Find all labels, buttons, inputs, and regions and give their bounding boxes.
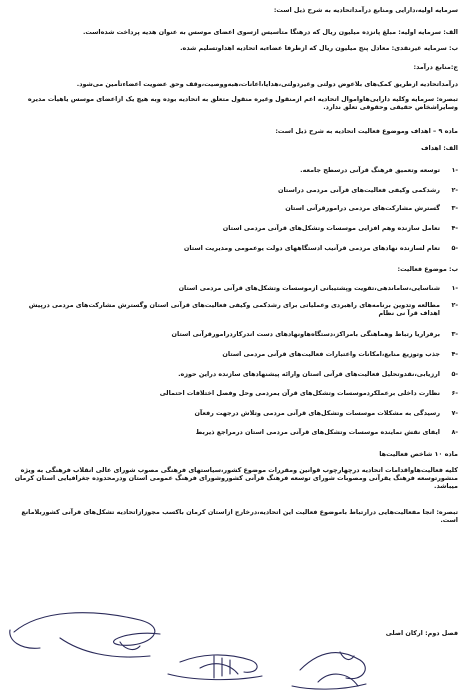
signature-left (10, 613, 160, 657)
activity-number: -۲ (451, 301, 458, 309)
activity-item: رسیدگی به مشکلات موسسات وتشکل‌های قرآنی مردمی وتلاش درجهت رفعآن (194, 409, 440, 417)
activity-item: ایفای نقش نماینده موسسات وتشکل‌های قرآنی مردمی استان درمراجع ذیربط (195, 428, 440, 436)
goal-number: -۵ (451, 244, 458, 252)
activity-number: -۸ (451, 428, 458, 436)
activity-number: -۷ (451, 409, 458, 417)
capital-initial: الف: سرمایه اولیه: مبلغ پانزده میلیون ریال که درهنگا متأسیس ازسوی اعضای موسس به عنوان هدیه پرداخت شده‌است. (82, 28, 458, 36)
activity-item: برقراریا رتباط وهماهنگی بامراکز،دستگاه‌هاونهادهای دست اندرکاردرامورقرآنی استان (171, 330, 440, 338)
activities-heading: ب: موضوع فعالیت: (397, 265, 458, 273)
goal-item: تعامل سازنده وهم افزایی موسسات وتشکل‌های قرآنی مردمی استان (222, 224, 440, 232)
activity-item: مطالعه وتدوین برنامه‌های راهبردی وعملیاتی برای رشدکمی وکیفی فعالیت‌های قرآنی استان وگسترش مشارکت‌های مردمی درپیش اهداف قرآ نی نظام (28, 301, 440, 317)
capital-heading: سرمایه اولیه،دارایی ومنابع درآمداتحادیه به شرح ذیل است: (273, 6, 458, 14)
section-2-heading: فصل دوم: ارکان اصلی (385, 629, 458, 637)
goal-number: -۴ (451, 224, 458, 232)
signature-middle (168, 655, 262, 680)
article-9-heading: ماده ۹ – اهداف وموضوع فعالیت اتحادیه به شرح ذیل است: (275, 127, 458, 135)
activity-number: -۱ (451, 284, 458, 292)
activity-number: -۵ (451, 370, 458, 378)
activity-item: ارزیابی،نقدوتحلیل فعالیت‌های قرآنی استان وارائه پیشنهادهای سازنده دراین حوزه. (178, 370, 440, 378)
activity-item: نظارت داخلی برعملکردموسسات وتشکل‌های قرآن یمردمی وحل وفصل اختلافات احتمالی (159, 389, 440, 397)
note-1: تبصره: سرمایه وکلیه دارایی‌هاواموال اتحادیه اعم ازمنقول وغیره منقول متعلق به اتحادیه بوده وبه هیچ یک ازاعضای موسس یاهیأت مدیره وسایراشخاص حقیقی وحقوقی تعلق ندارد. (27, 95, 458, 111)
article-10-heading: ماده ۱۰ شاخص فعالیت‌ها (379, 450, 458, 458)
note-2: تبصره: انجا مفعالیت‌هایی درارتباط باموضوع فعالیت این اتحادیه،درخارج ازاستان کرمان باکسب مجوزازاتحادیه تشکل‌های قرآنی کشوربلامانع است. (21, 508, 458, 524)
activity-item: جذب وتوزیع منابع،امکانات واعتبارات فعالیت‌های قرآنی مردمی استان (222, 350, 440, 358)
income-text: درآمداتحادیه ازطریق کمک‌های بلاعوض دولتی وغیردولتی،هدایا،اعانات،هبه‌ووصیت،وقف وحق عضویت اعضاءتأمین می‌شود. (76, 80, 458, 88)
article-10-text: کلیه فعالیت‌هاواقدامات اتحادیه درچهارچوب قوانین ومقررات موضوع کشور،سیاستهای فرهنگی مصوب شورای عالی انقلاب فرهنگی به ویژه منشورتوسعه فرهنگ یقرآنی ومصوبات شورای توسعه فرهنگ قرآنی کشوروشورای فرهنگ عمومی استان ودرمحدوده جغرافیایی استان کرمان میباشد. (14, 466, 458, 490)
signatures (0, 590, 466, 691)
goal-number: -۲ (451, 186, 458, 194)
income-heading: ج:منابع درآمد: (413, 63, 458, 71)
goal-item: رشدکمی وکیفی فعالیت‌های قرآنی مردمی دراستان (277, 186, 440, 194)
capital-non-cash: ب: سرمایه غیرنقدی: معادل پنج میلیون ریال که ازطرفا عضاءبه اتحادیه اهداوتسلیم شده. (180, 44, 458, 52)
goals-heading: الف: اهداف (421, 144, 458, 152)
activity-item: شناسایی،ساماندهی،تقویت وپشتیبانی ازموسسات وتشکل‌های قرآنی مردمی استان (178, 284, 440, 292)
activity-number: -۶ (451, 389, 458, 397)
goal-number: -۱ (451, 166, 458, 174)
goal-item: توسعه وتعمیق فرهنگ قرآنی درسطح جامعه. (300, 166, 440, 174)
goal-item: گسترش مشارکت‌های مردمی درامورقرآنی استان (285, 204, 440, 212)
goal-number: -۳ (451, 204, 458, 212)
goal-item: تعام لسازنده نهادهای مردمی قرآنیب ادستگاههای دولت یوعمومی ومدیریت استان (183, 244, 440, 252)
signature-right (292, 652, 366, 689)
activity-number: -۳ (451, 330, 458, 338)
activity-number: -۴ (451, 350, 458, 358)
